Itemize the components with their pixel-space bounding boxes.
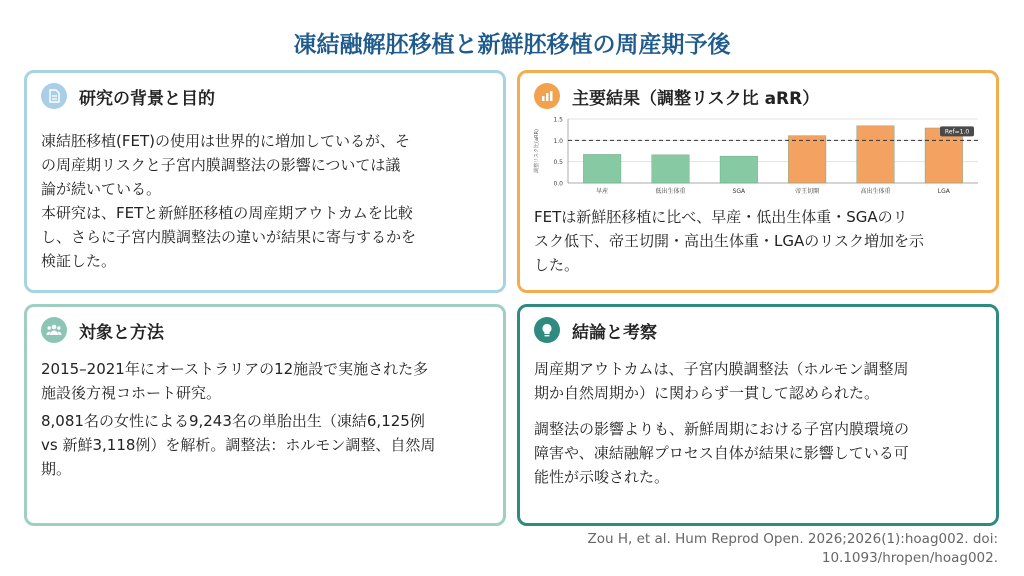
- paragraph: [41, 409, 489, 481]
- text-line: vs 新鮮3,118例）を解析。調整法：ホルモン調整、自然周: [41, 436, 436, 454]
- background-card: [24, 70, 506, 293]
- text-line: 8,081名の女性による9,243名の単胎出生（凍結6,125例: [41, 412, 425, 430]
- x-tick-label: LGA: [937, 188, 950, 195]
- page-title: 凍結融解胚移植と新鮮胚移植の周産期予後: [293, 32, 731, 58]
- text-line: 凍結胚移植(FET)の使用は世界的に増加しているが、そ: [41, 132, 410, 150]
- text-line: し、さらに子宮内膜調整法の違いが結果に寄与するかを: [41, 228, 417, 246]
- methods-title: 対象と方法: [79, 322, 164, 343]
- bar-2: [720, 156, 758, 183]
- text-line: の周産期リスクと子宮内膜調整法の影響については議: [41, 156, 401, 174]
- text-line: 本研究は、FETと新鮮胚移植の周産期アウトカムを比較: [41, 204, 413, 222]
- results-card: [517, 70, 999, 293]
- conclusion-text: [534, 357, 982, 489]
- text-line: 期。: [41, 460, 72, 478]
- conclusion-header: [534, 317, 657, 343]
- citation-line: Zou H, et al. Hum Reprod Open. 2026;2026(1):hoag002. doi:: [587, 531, 998, 547]
- y-tick-label: 1.5: [553, 116, 563, 124]
- background-text: [41, 129, 489, 273]
- citation-line: 10.1093/hropen/hoag002.: [821, 550, 998, 566]
- bar-4: [857, 126, 895, 183]
- aRR-bar-chart: [530, 115, 988, 201]
- conclusion-card: [517, 304, 999, 526]
- results-text: [534, 205, 982, 277]
- text-line: 2015–2021年にオーストラリアの12施設で実施された多: [41, 360, 429, 378]
- results-title: 主要結果（調整リスク比 aRR）: [572, 88, 820, 109]
- text-line: 能性が示唆された。: [534, 468, 670, 486]
- text-line: 論が続いている。: [41, 180, 162, 198]
- text-line: 調整法の影響よりも、新鮮周期における子宮内膜環境の: [534, 420, 910, 438]
- y-tick-label: 0.0: [553, 180, 563, 188]
- lightbulb-icon: [534, 317, 560, 343]
- background-title: 研究の背景と目的: [79, 88, 215, 109]
- bar-0: [583, 154, 621, 183]
- paragraph: [41, 357, 489, 405]
- y-tick-label: 1.0: [553, 137, 563, 145]
- y-axis-label: 調整リスク比(aRR): [534, 129, 540, 173]
- bar-3: [788, 136, 826, 183]
- document-icon: [41, 83, 67, 109]
- methods-card: [24, 304, 506, 526]
- citation: [528, 530, 998, 568]
- methods-header: [41, 317, 164, 343]
- text-line: 施設後方視コホート研究。: [41, 384, 222, 402]
- text-line: 期か自然周期か）に関わらず一貫して認められた。: [534, 384, 880, 402]
- paragraph: [534, 357, 982, 405]
- text-line: FETは新鮮胚移植に比べ、早産・低出生体重・SGAのリ: [534, 208, 908, 226]
- x-tick-label: 高出生体重: [860, 188, 891, 195]
- text-line: した。: [534, 256, 580, 274]
- people-icon: [41, 317, 67, 343]
- x-tick-label: 帝王切開: [795, 188, 820, 195]
- results-header: [534, 83, 819, 109]
- text-line: スク低下、帝王切開・高出生体重・LGAのリスク増加を示: [534, 232, 924, 250]
- y-tick-label: 0.5: [553, 159, 563, 167]
- text-line: 周産期アウトカムは、子宮内膜調整法（ホルモン調整周: [534, 360, 909, 378]
- bar-1: [652, 155, 690, 183]
- x-tick-label: SGA: [732, 188, 746, 195]
- methods-text: [41, 357, 489, 481]
- text-line: 検証した。: [41, 252, 117, 270]
- x-tick-label: 低出生体重: [655, 188, 686, 195]
- x-tick-label: 早産: [596, 188, 609, 195]
- text-line: 障害や、凍結融解プロセス自体が結果に影響している可: [534, 444, 909, 462]
- conclusion-title: 結論と考察: [572, 322, 657, 343]
- background-header: [41, 83, 215, 109]
- paragraph: [534, 417, 982, 489]
- reference-label: Ref=1.0: [944, 128, 970, 136]
- bar-chart-icon: [534, 83, 560, 109]
